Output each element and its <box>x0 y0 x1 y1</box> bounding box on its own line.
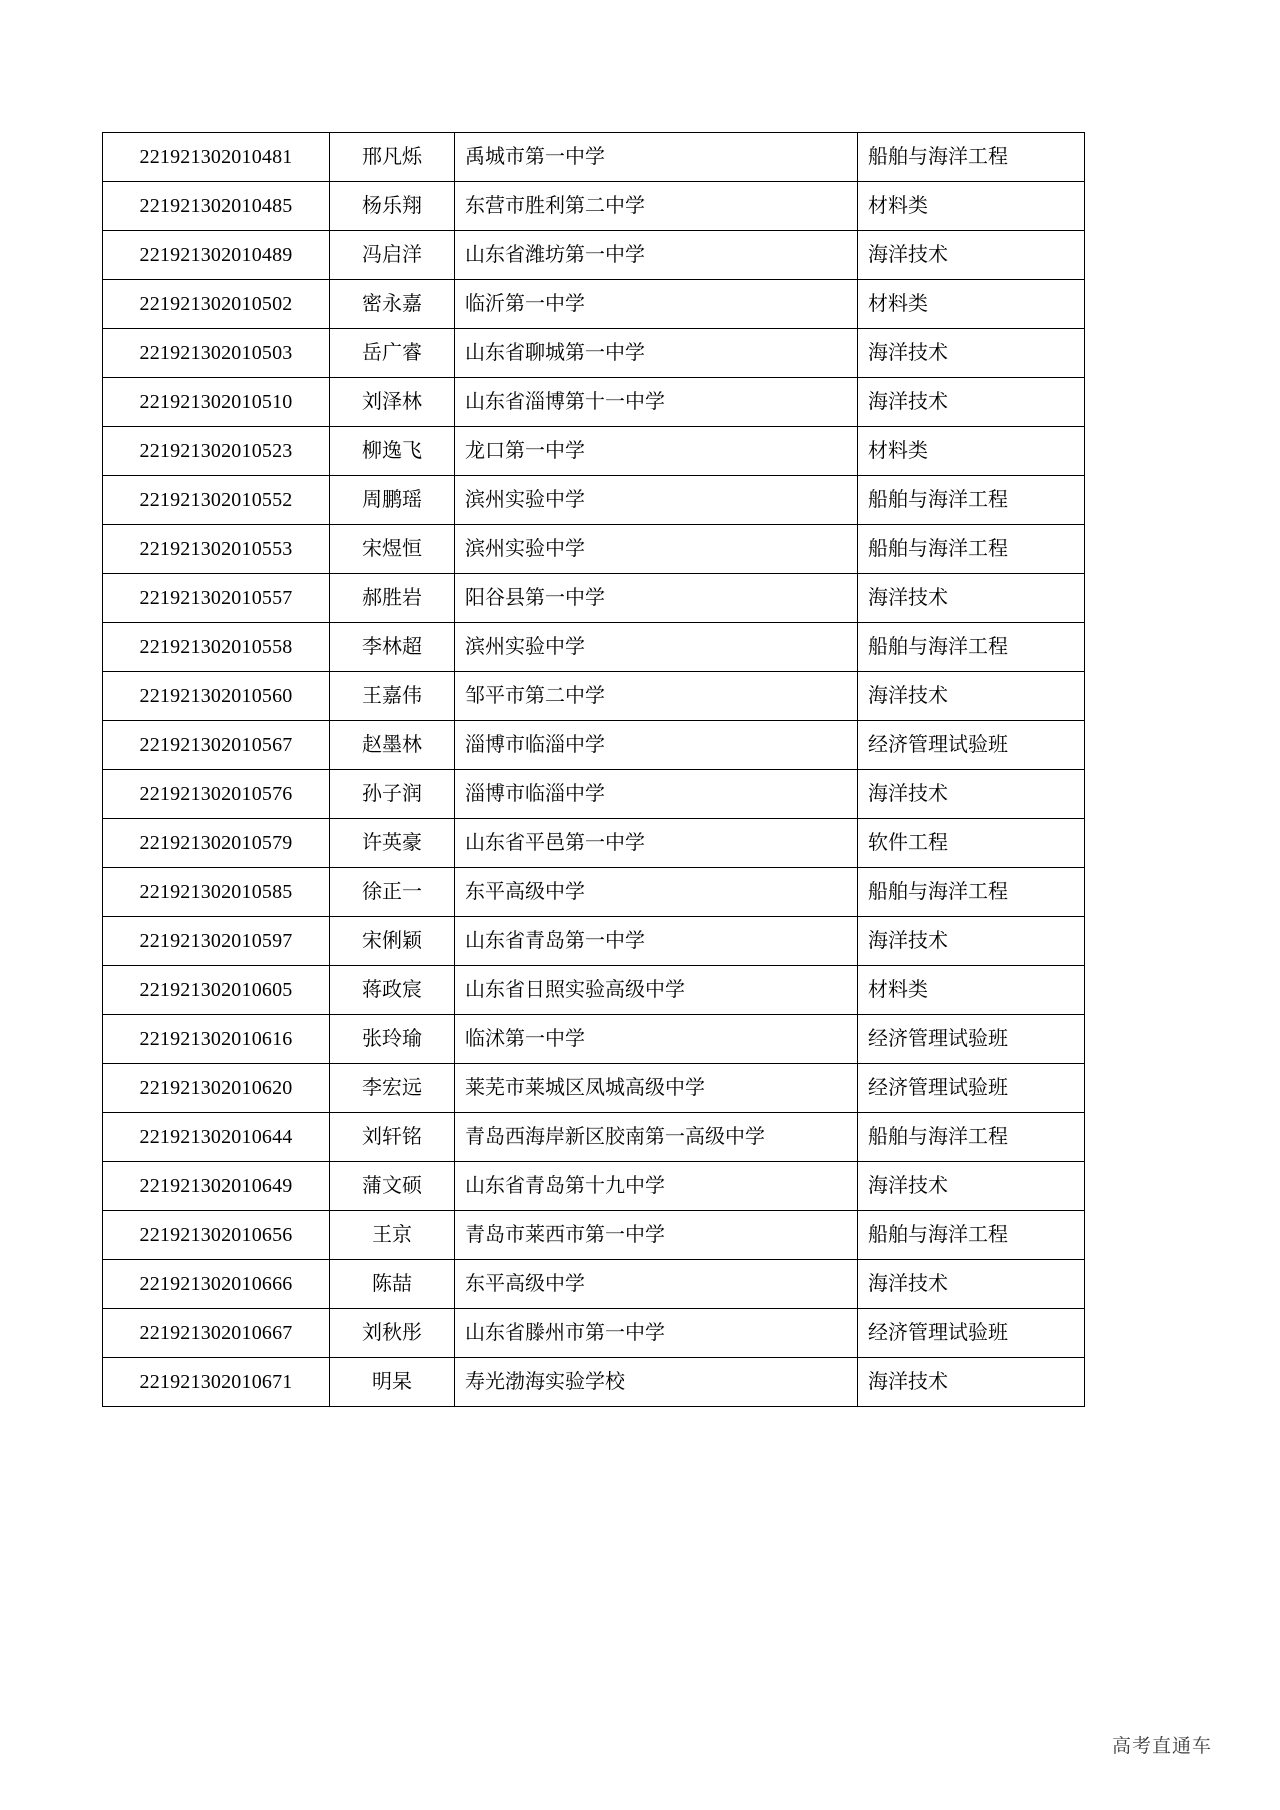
cell-school-name: 滨州实验中学 <box>455 525 858 574</box>
cell-school-name: 山东省淄博第十一中学 <box>455 378 858 427</box>
cell-candidate-name: 徐正一 <box>330 868 455 917</box>
cell-major-name: 船舶与海洋工程 <box>858 868 1085 917</box>
table-row <box>103 1064 1085 1113</box>
cell-school-name: 山东省滕州市第一中学 <box>455 1309 858 1358</box>
cell-candidate-id: 221921302010579 <box>103 819 330 868</box>
cell-major-name: 软件工程 <box>858 819 1085 868</box>
cell-school-name: 东平高级中学 <box>455 1260 858 1309</box>
cell-major-name: 海洋技术 <box>858 1260 1085 1309</box>
cell-candidate-name: 孙子润 <box>330 770 455 819</box>
cell-major-name: 海洋技术 <box>858 1162 1085 1211</box>
cell-candidate-name: 刘泽林 <box>330 378 455 427</box>
cell-major-name: 经济管理试验班 <box>858 1064 1085 1113</box>
cell-major-name: 材料类 <box>858 280 1085 329</box>
cell-major-name: 海洋技术 <box>858 329 1085 378</box>
cell-candidate-name: 王嘉伟 <box>330 672 455 721</box>
table-row <box>103 1113 1085 1162</box>
table-row <box>103 868 1085 917</box>
table-row <box>103 1015 1085 1064</box>
cell-candidate-id: 221921302010558 <box>103 623 330 672</box>
table-row <box>103 1358 1085 1407</box>
cell-candidate-id: 221921302010671 <box>103 1358 330 1407</box>
cell-candidate-id: 221921302010552 <box>103 476 330 525</box>
cell-school-name: 东营市胜利第二中学 <box>455 182 858 231</box>
table-row <box>103 1309 1085 1358</box>
cell-candidate-name: 许英豪 <box>330 819 455 868</box>
cell-school-name: 龙口第一中学 <box>455 427 858 476</box>
cell-major-name: 船舶与海洋工程 <box>858 623 1085 672</box>
cell-school-name: 禹城市第一中学 <box>455 133 858 182</box>
cell-school-name: 莱芜市莱城区凤城高级中学 <box>455 1064 858 1113</box>
admission-roster-table-wrap <box>102 132 1008 1407</box>
table-row <box>103 280 1085 329</box>
cell-candidate-name: 周鹏瑶 <box>330 476 455 525</box>
cell-major-name: 经济管理试验班 <box>858 1309 1085 1358</box>
cell-school-name: 临沭第一中学 <box>455 1015 858 1064</box>
cell-candidate-id: 221921302010557 <box>103 574 330 623</box>
cell-school-name: 淄博市临淄中学 <box>455 721 858 770</box>
table-row <box>103 721 1085 770</box>
cell-candidate-name: 李宏远 <box>330 1064 455 1113</box>
table-row <box>103 427 1085 476</box>
cell-candidate-name: 张玲瑜 <box>330 1015 455 1064</box>
table-row <box>103 525 1085 574</box>
cell-school-name: 山东省青岛第十九中学 <box>455 1162 858 1211</box>
cell-major-name: 海洋技术 <box>858 231 1085 280</box>
cell-major-name: 海洋技术 <box>858 672 1085 721</box>
cell-candidate-name: 刘轩铭 <box>330 1113 455 1162</box>
cell-major-name: 海洋技术 <box>858 770 1085 819</box>
cell-school-name: 东平高级中学 <box>455 868 858 917</box>
cell-candidate-name: 密永嘉 <box>330 280 455 329</box>
cell-major-name: 海洋技术 <box>858 917 1085 966</box>
table-row <box>103 133 1085 182</box>
cell-school-name: 邹平市第二中学 <box>455 672 858 721</box>
admission-roster-table <box>102 132 1085 1407</box>
cell-major-name: 材料类 <box>858 966 1085 1015</box>
cell-candidate-id: 221921302010667 <box>103 1309 330 1358</box>
cell-major-name: 海洋技术 <box>858 574 1085 623</box>
cell-candidate-id: 221921302010644 <box>103 1113 330 1162</box>
cell-candidate-id: 221921302010502 <box>103 280 330 329</box>
cell-candidate-id: 221921302010616 <box>103 1015 330 1064</box>
cell-candidate-name: 柳逸飞 <box>330 427 455 476</box>
table-row <box>103 574 1085 623</box>
cell-major-name: 船舶与海洋工程 <box>858 1211 1085 1260</box>
cell-major-name: 船舶与海洋工程 <box>858 133 1085 182</box>
cell-school-name: 山东省青岛第一中学 <box>455 917 858 966</box>
table-row <box>103 378 1085 427</box>
cell-school-name: 山东省聊城第一中学 <box>455 329 858 378</box>
table-row <box>103 1162 1085 1211</box>
cell-candidate-name: 王京 <box>330 1211 455 1260</box>
cell-candidate-name: 赵墨林 <box>330 721 455 770</box>
cell-school-name: 阳谷县第一中学 <box>455 574 858 623</box>
cell-candidate-id: 221921302010523 <box>103 427 330 476</box>
cell-candidate-id: 221921302010567 <box>103 721 330 770</box>
cell-school-name: 山东省潍坊第一中学 <box>455 231 858 280</box>
cell-candidate-name: 宋煜恒 <box>330 525 455 574</box>
table-row <box>103 1260 1085 1309</box>
watermark-label: 高考直通车 <box>1111 1736 1212 1757</box>
cell-candidate-name: 宋俐颖 <box>330 917 455 966</box>
cell-candidate-id: 221921302010503 <box>103 329 330 378</box>
cell-major-name: 海洋技术 <box>858 378 1085 427</box>
cell-candidate-id: 221921302010620 <box>103 1064 330 1113</box>
cell-candidate-id: 221921302010585 <box>103 868 330 917</box>
cell-school-name: 淄博市临淄中学 <box>455 770 858 819</box>
table-row <box>103 476 1085 525</box>
table-row <box>103 770 1085 819</box>
cell-candidate-id: 221921302010597 <box>103 917 330 966</box>
cell-candidate-name: 杨乐翔 <box>330 182 455 231</box>
cell-candidate-id: 221921302010656 <box>103 1211 330 1260</box>
cell-candidate-name: 郝胜岩 <box>330 574 455 623</box>
cell-candidate-name: 蒋政宸 <box>330 966 455 1015</box>
cell-candidate-name: 陈喆 <box>330 1260 455 1309</box>
cell-candidate-name: 明杲 <box>330 1358 455 1407</box>
cell-candidate-id: 221921302010560 <box>103 672 330 721</box>
cell-candidate-name: 岳广睿 <box>330 329 455 378</box>
cell-candidate-id: 221921302010510 <box>103 378 330 427</box>
cell-major-name: 船舶与海洋工程 <box>858 1113 1085 1162</box>
cell-candidate-name: 蒲文硕 <box>330 1162 455 1211</box>
table-row <box>103 819 1085 868</box>
cell-major-name: 材料类 <box>858 182 1085 231</box>
cell-candidate-name: 邢凡烁 <box>330 133 455 182</box>
table-row <box>103 966 1085 1015</box>
cell-major-name: 经济管理试验班 <box>858 721 1085 770</box>
cell-candidate-id: 221921302010489 <box>103 231 330 280</box>
cell-school-name: 青岛西海岸新区胶南第一高级中学 <box>455 1113 858 1162</box>
cell-major-name: 船舶与海洋工程 <box>858 476 1085 525</box>
cell-candidate-id: 221921302010481 <box>103 133 330 182</box>
cell-major-name: 材料类 <box>858 427 1085 476</box>
cell-school-name: 青岛市莱西市第一中学 <box>455 1211 858 1260</box>
cell-school-name: 山东省平邑第一中学 <box>455 819 858 868</box>
cell-school-name: 寿光渤海实验学校 <box>455 1358 858 1407</box>
table-row <box>103 1211 1085 1260</box>
cell-candidate-id: 221921302010666 <box>103 1260 330 1309</box>
cell-candidate-id: 221921302010649 <box>103 1162 330 1211</box>
cell-candidate-name: 刘秋彤 <box>330 1309 455 1358</box>
cell-candidate-id: 221921302010485 <box>103 182 330 231</box>
admission-roster-body <box>103 133 1085 1407</box>
table-row <box>103 231 1085 280</box>
cell-school-name: 山东省日照实验高级中学 <box>455 966 858 1015</box>
table-row <box>103 182 1085 231</box>
cell-candidate-id: 221921302010553 <box>103 525 330 574</box>
cell-school-name: 滨州实验中学 <box>455 623 858 672</box>
cell-major-name: 海洋技术 <box>858 1358 1085 1407</box>
table-row <box>103 329 1085 378</box>
cell-candidate-name: 冯启洋 <box>330 231 455 280</box>
table-row <box>103 672 1085 721</box>
table-row <box>103 917 1085 966</box>
cell-school-name: 滨州实验中学 <box>455 476 858 525</box>
cell-major-name: 船舶与海洋工程 <box>858 525 1085 574</box>
cell-candidate-id: 221921302010576 <box>103 770 330 819</box>
cell-major-name: 经济管理试验班 <box>858 1015 1085 1064</box>
cell-school-name: 临沂第一中学 <box>455 280 858 329</box>
cell-candidate-name: 李林超 <box>330 623 455 672</box>
table-row <box>103 623 1085 672</box>
cell-candidate-id: 221921302010605 <box>103 966 330 1015</box>
